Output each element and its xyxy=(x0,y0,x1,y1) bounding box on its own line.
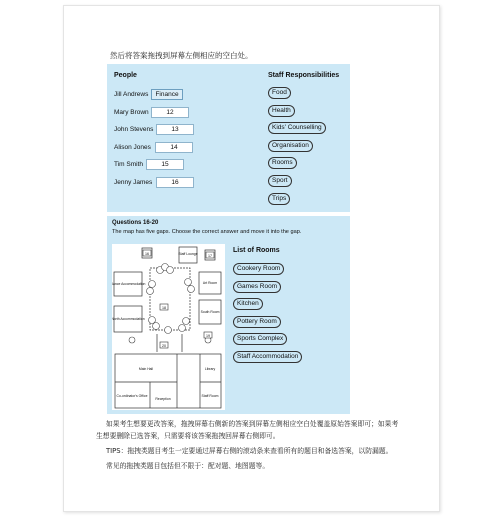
responsibility-option[interactable]: Sport xyxy=(268,175,292,187)
answer-gap-14[interactable]: 14 xyxy=(155,142,193,153)
map-label-library: Library xyxy=(204,367,216,371)
common-types-paragraph: 常见的拖拽类题目包括但不限于：配对题、地图题等。 xyxy=(106,462,270,470)
instruction-paragraph-1-cont: 生想要删除已选答案，只需要将该答案拖拽回屏幕右侧即可。 xyxy=(96,432,280,440)
campus-map xyxy=(112,244,225,410)
person-name: Alison Jones xyxy=(114,144,151,151)
responsibility-option[interactable]: Health xyxy=(268,105,295,117)
map-gap-number: 17 xyxy=(208,254,212,258)
person-name: Mary Brown xyxy=(114,109,149,116)
map-label-reception: Reception xyxy=(155,397,171,401)
responsibility-option[interactable]: Rooms xyxy=(268,157,297,169)
people-header: People xyxy=(114,72,137,79)
responsibility-option[interactable]: Organisation xyxy=(268,140,313,152)
answer-gap-jill[interactable]: Finance xyxy=(151,89,183,100)
person-name: John Stevens xyxy=(114,126,154,133)
map-gap-number: 18 xyxy=(162,306,166,310)
matching-panel xyxy=(107,64,350,212)
map-gap-number: 19 xyxy=(206,334,210,338)
question-instruction: The map has five gaps. Choose the correct answer and move it into the gap. xyxy=(112,229,302,235)
room-option[interactable]: Sports Complex xyxy=(233,333,287,345)
person-name: Tim Smith xyxy=(114,161,144,168)
staff-responsibilities-header: Staff Responsibilities xyxy=(268,72,340,79)
map-label-north-accommodation: North Accommodation xyxy=(112,317,145,321)
map-label-staff-room: Staff Room xyxy=(201,394,219,398)
map-label-staff-lounge: Staff Lounge xyxy=(178,252,198,256)
tips-paragraph: TIPS：拖拽类题目考生一定要通过屏幕右侧的滚动条来查看所有的题目和备选答案，以防漏题。 xyxy=(106,447,393,455)
map-gap-number: 16 xyxy=(145,252,149,256)
map-label-art-room: Art Room xyxy=(202,281,218,285)
map-label-dance-accommodation: Dance Accommodation xyxy=(112,282,146,286)
answer-gap-13[interactable]: 13 xyxy=(156,124,194,135)
responsibility-option[interactable]: Food xyxy=(268,87,291,99)
person-name: Jill Andrews xyxy=(114,91,149,98)
person-name: Jenny James xyxy=(114,179,153,186)
answer-gap-15[interactable]: 15 xyxy=(146,159,184,170)
room-option[interactable]: Cookery Room xyxy=(233,263,284,275)
room-option[interactable]: Games Room xyxy=(233,281,281,293)
rooms-header: List of Rooms xyxy=(233,247,280,254)
map-label-main-hall: Main Hall xyxy=(138,367,154,371)
responsibility-option[interactable]: Kids' Counselling xyxy=(268,122,326,134)
answer-gap-16[interactable]: 16 xyxy=(156,177,194,188)
responsibility-option[interactable]: Trips xyxy=(268,193,290,205)
map-gap-number: 20 xyxy=(162,344,166,348)
question-title: Questions 16-20 xyxy=(112,220,159,226)
map-label-south-room: South Room xyxy=(200,310,220,314)
room-option[interactable]: Kitchen xyxy=(233,298,263,310)
intro-text: 然后将答案拖拽到屏幕左侧相应的空白处。 xyxy=(110,51,253,60)
room-option[interactable]: Staff Accommodation xyxy=(233,351,302,363)
map-label-coordinator-office: Co-ordinator's Office xyxy=(116,394,148,398)
instruction-paragraph-1: 如果考生想要更改答案，拖拽屏幕右侧新的答案到屏幕左侧相应空白处覆盖原始答案即可；如果考 xyxy=(106,420,399,428)
map-drawing xyxy=(112,244,225,410)
answer-gap-12[interactable]: 12 xyxy=(151,107,189,118)
room-option[interactable]: Pottery Room xyxy=(233,316,281,328)
